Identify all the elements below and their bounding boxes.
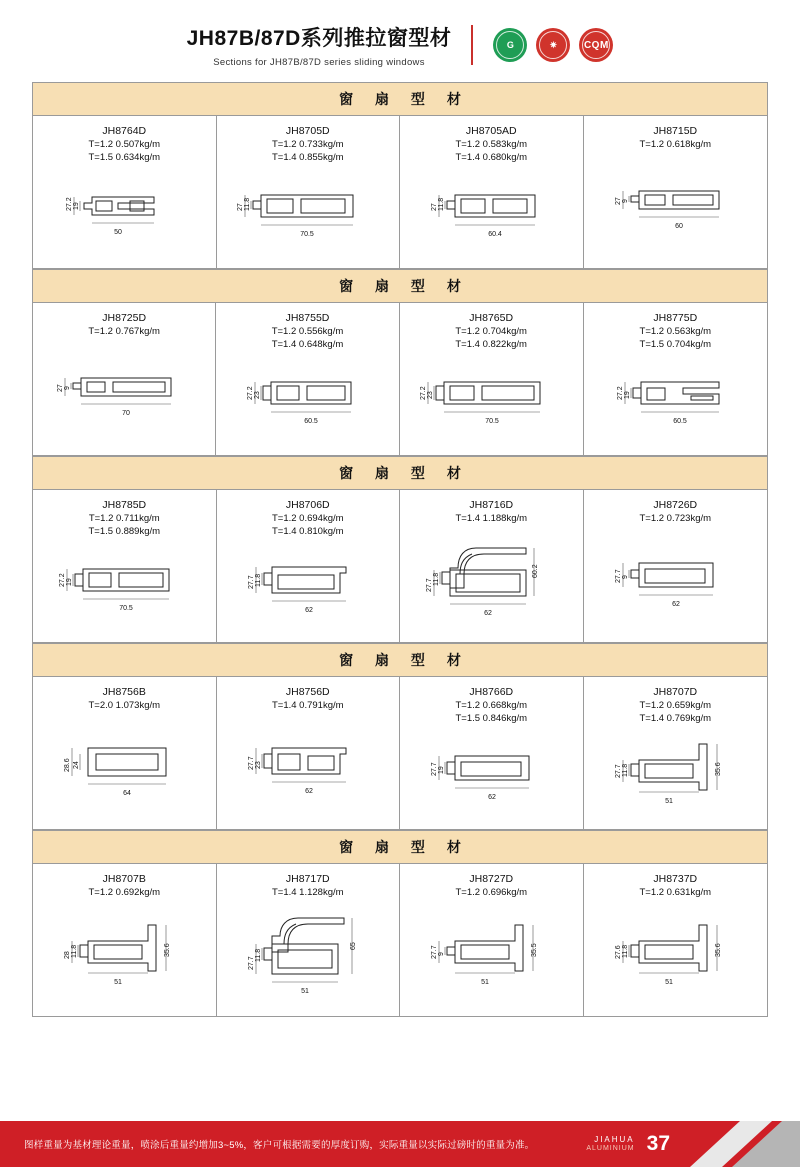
dim-label: 27 (57, 383, 65, 392)
profile-cell[interactable] (217, 490, 401, 642)
profile-code: JH8737D (653, 873, 698, 885)
dim-label: 28.6 (64, 758, 72, 772)
dim-label: 9 (622, 574, 630, 579)
profile-drawing (588, 899, 764, 1010)
profile-spec: T=1.5 0.846kg/m (455, 713, 528, 725)
dim-label: 23 (426, 391, 434, 400)
dim-label: 27.7 (247, 575, 255, 590)
page-footer (0, 1121, 800, 1167)
profile-cell[interactable] (584, 864, 768, 1016)
profile-code: JH8725D (102, 312, 147, 324)
profile-drawing (220, 352, 394, 449)
footer-swoosh-decoration (680, 1121, 800, 1167)
table-row (33, 490, 767, 643)
profile-code: JH8707B (102, 873, 146, 885)
dim-label: 11.8 (622, 944, 630, 958)
china-quality-mark-icon: G (493, 28, 527, 62)
dim-label: 11.8 (243, 198, 251, 212)
profile-spec: T=1.2 0.692kg/m (88, 887, 161, 899)
dim-label: 65 (349, 941, 357, 950)
table-row (33, 116, 767, 269)
profile-cell[interactable] (584, 490, 768, 642)
brand-name-en: JIAHUA (594, 1134, 635, 1144)
dim-label: 19 (624, 391, 632, 400)
dim-label: 27.2 (59, 573, 67, 588)
dim-label: 64 (123, 789, 132, 797)
dim-label: 27 (431, 203, 439, 212)
profile-spec: T=1.2 0.556kg/m (271, 326, 344, 338)
profile-cell[interactable] (584, 303, 767, 455)
table-row (33, 303, 767, 456)
profile-spec: T=1.2 0.711kg/m (88, 513, 160, 525)
profile-spec: T=1.2 0.668kg/m (455, 700, 528, 712)
profile-cell[interactable] (584, 116, 768, 268)
brand-mark (586, 1135, 642, 1154)
dim-label: 19 (438, 766, 446, 775)
profile-drawing (221, 712, 396, 823)
dim-label: 27 (615, 196, 623, 205)
profile-spec: T=1.2 0.618kg/m (639, 139, 712, 151)
profile-drawing (37, 539, 212, 636)
dim-label: 27.7 (247, 756, 255, 770)
dim-label: 19 (73, 202, 81, 211)
profile-spec: T=1.2 0.767kg/m (88, 326, 160, 338)
profile-cell[interactable] (33, 677, 217, 829)
profile-spec: T=1.4 0.680kg/m (455, 152, 528, 164)
dim-label: 27.2 (617, 386, 625, 401)
profile-cell[interactable] (400, 864, 584, 1016)
dim-label: 27.7 (431, 945, 439, 959)
profile-spec: T=1.2 0.507kg/m (88, 139, 161, 151)
header-divider (471, 25, 473, 65)
dim-label: 9 (64, 385, 72, 390)
dim-label: 11.8 (254, 574, 262, 588)
profile-code: JH8765D (469, 312, 514, 324)
profile-spec: T=1.4 0.648kg/m (271, 339, 344, 351)
profile-spec: T=1.4 1.128kg/m (271, 887, 344, 899)
dim-label: 51 (114, 978, 123, 986)
profile-spec: T=1.4 1.188kg/m (455, 513, 528, 525)
dim-label: 60.5 (673, 418, 688, 426)
dim-label: 9 (622, 198, 630, 203)
dim-label: 11.8 (254, 948, 262, 962)
profile-spec: T=1.4 0.810kg/m (271, 526, 344, 538)
profile-cell[interactable] (400, 677, 584, 829)
profile-code: JH8717D (285, 873, 330, 885)
cqm-mark-icon: CQM (579, 28, 613, 62)
profile-cell[interactable] (217, 116, 401, 268)
profile-code: JH8727D (469, 873, 514, 885)
dim-label: 60.4 (488, 231, 503, 239)
certification-star-mark-icon: ✷ (536, 28, 570, 62)
page-header (0, 0, 800, 78)
dim-label: 60.5 (304, 418, 319, 426)
dim-label: 35.6 (715, 943, 723, 957)
profile-spec: T=1.2 0.563kg/m (639, 326, 712, 338)
profile-code: JH8785D (102, 499, 147, 511)
profile-code: JH8775D (653, 312, 698, 324)
dim-label: 11.8 (622, 764, 630, 778)
profile-drawing (37, 165, 212, 262)
dim-label: 70.5 (119, 605, 134, 613)
profile-cell[interactable] (33, 116, 217, 268)
page-subtitle: Sections for JH87B/87D series sliding windows (213, 57, 425, 68)
profile-drawing (221, 899, 396, 1010)
profile-drawing (37, 899, 212, 1010)
profile-spec: T=1.4 0.769kg/m (639, 713, 712, 725)
profile-spec: T=1.4 0.855kg/m (271, 152, 344, 164)
dim-label: 51 (665, 798, 674, 806)
profile-drawing (588, 352, 763, 449)
profile-code: JH8715D (653, 125, 698, 137)
profile-spec: T=1.2 0.659kg/m (639, 700, 712, 712)
dim-label: 51 (481, 978, 490, 986)
dim-label: 70 (122, 409, 131, 417)
dim-label: 35.6 (715, 762, 723, 777)
dim-label: 27.7 (247, 956, 255, 970)
profile-spec: T=1.2 0.704kg/m (455, 326, 527, 338)
dim-label: 50 (114, 229, 123, 237)
section-band: 窗 扇 型 材 (33, 269, 767, 303)
dim-label: 70.5 (299, 231, 314, 239)
profile-cell[interactable] (33, 864, 217, 1016)
dim-label: 11.8 (433, 572, 441, 586)
dim-label: 60 (675, 222, 684, 230)
dim-label: 62 (304, 787, 313, 795)
profile-cell[interactable] (400, 490, 584, 642)
profile-code: JH8705AD (465, 125, 517, 137)
profile-cell[interactable] (216, 303, 399, 455)
dim-label: 51 (665, 978, 674, 986)
profile-drawing (221, 539, 396, 636)
profile-code: JH8705D (285, 125, 330, 137)
profile-spec: T=2.0 1.073kg/m (88, 700, 161, 712)
profile-spec: T=1.2 0.733kg/m (271, 139, 344, 151)
profile-spec: T=1.4 0.791kg/m (271, 700, 344, 712)
profile-drawing (37, 712, 212, 823)
section-band: 窗 扇 型 材 (33, 830, 767, 864)
profile-code: JH8707D (653, 686, 698, 698)
dim-label: 35.6 (164, 943, 172, 957)
profile-cell[interactable] (584, 677, 768, 829)
profile-drawing (221, 165, 396, 262)
dim-label: 27.2 (419, 386, 427, 401)
header-title-block (187, 22, 452, 68)
dim-label: 28 (64, 950, 72, 959)
profile-drawing (404, 899, 579, 1010)
profile-cell[interactable] (400, 303, 584, 455)
certification-logos (493, 28, 613, 62)
dim-label: 62 (488, 794, 497, 802)
profile-spec: T=1.2 0.723kg/m (639, 513, 712, 525)
dim-label: 24 (73, 760, 81, 769)
profile-code: JH8756D (285, 686, 330, 698)
dim-label: 11.8 (438, 198, 446, 212)
profile-spec: T=1.5 0.889kg/m (88, 526, 161, 538)
brand-subtitle: ALUMINIUM (586, 1144, 635, 1152)
profile-drawing (404, 165, 579, 262)
table-row (33, 864, 767, 1016)
profile-spec: T=1.2 0.631kg/m (639, 887, 712, 899)
dim-label: 70.5 (484, 418, 499, 426)
profile-drawing (404, 525, 579, 636)
page-number: 37 (646, 1132, 670, 1155)
dim-label: 27.7 (426, 578, 434, 592)
dim-label: 19 (66, 578, 74, 587)
profile-table (32, 82, 768, 1017)
section-band: 窗 扇 型 材 (33, 456, 767, 490)
profile-spec: T=1.2 0.694kg/m (271, 513, 344, 525)
profile-cell[interactable] (217, 864, 401, 1016)
profile-code: JH8726D (653, 499, 698, 511)
profile-cell[interactable] (33, 490, 217, 642)
profile-code: JH8766D (469, 686, 514, 698)
dim-label: 51 (300, 987, 309, 995)
profile-spec: T=1.4 0.822kg/m (455, 339, 527, 351)
dim-label: 62 (304, 607, 313, 615)
profile-spec: T=1.5 0.704kg/m (639, 339, 712, 351)
profile-code: JH8755D (285, 312, 330, 324)
dim-label: 27.7 (431, 762, 439, 777)
profile-drawing (588, 151, 764, 262)
page-title: JH87B/87D系列推拉窗型材 (186, 27, 452, 50)
profile-code: JH8764D (102, 125, 147, 137)
dim-label: 23 (254, 391, 262, 400)
dim-label: 11.8 (71, 944, 79, 958)
dim-label: 60.2 (532, 564, 540, 578)
profile-cell[interactable] (33, 303, 216, 455)
dim-label: 27 (236, 203, 244, 212)
table-row (33, 677, 767, 830)
dim-label: 62 (672, 600, 681, 608)
dim-label: 27.7 (615, 569, 623, 583)
profile-spec: T=1.2 0.696kg/m (455, 887, 528, 899)
dim-label: 62 (484, 609, 493, 617)
dim-label: 27.7 (615, 764, 623, 779)
profile-code: JH8716D (469, 499, 514, 511)
dim-label: 27.2 (247, 386, 255, 401)
profile-cell[interactable] (217, 677, 401, 829)
footer-note: 图样重量为基材理论重量，喷涂后重量约增加3~5%，客户可根据需要的厚度订购，实际重量以实际过磅时的重量为准。 (24, 1140, 535, 1151)
section-band: 窗 扇 型 材 (33, 83, 767, 116)
profile-drawing (588, 525, 764, 636)
profile-code: JH8756B (102, 686, 146, 698)
dim-label: 27.2 (66, 197, 74, 212)
profile-drawing (37, 338, 211, 449)
dim-label: 23 (254, 760, 262, 769)
profile-spec: T=1.5 0.634kg/m (88, 152, 161, 164)
profile-drawing (588, 726, 764, 823)
profile-drawing (404, 726, 579, 823)
profile-cell[interactable] (400, 116, 584, 268)
section-band: 窗 扇 型 材 (33, 643, 767, 677)
profile-spec: T=1.2 0.583kg/m (455, 139, 528, 151)
dim-label: 35.5 (531, 943, 539, 957)
dim-label: 9 (438, 951, 446, 956)
profile-drawing (404, 352, 579, 449)
profile-code: JH8706D (285, 499, 330, 511)
dim-label: 27.6 (615, 945, 623, 959)
